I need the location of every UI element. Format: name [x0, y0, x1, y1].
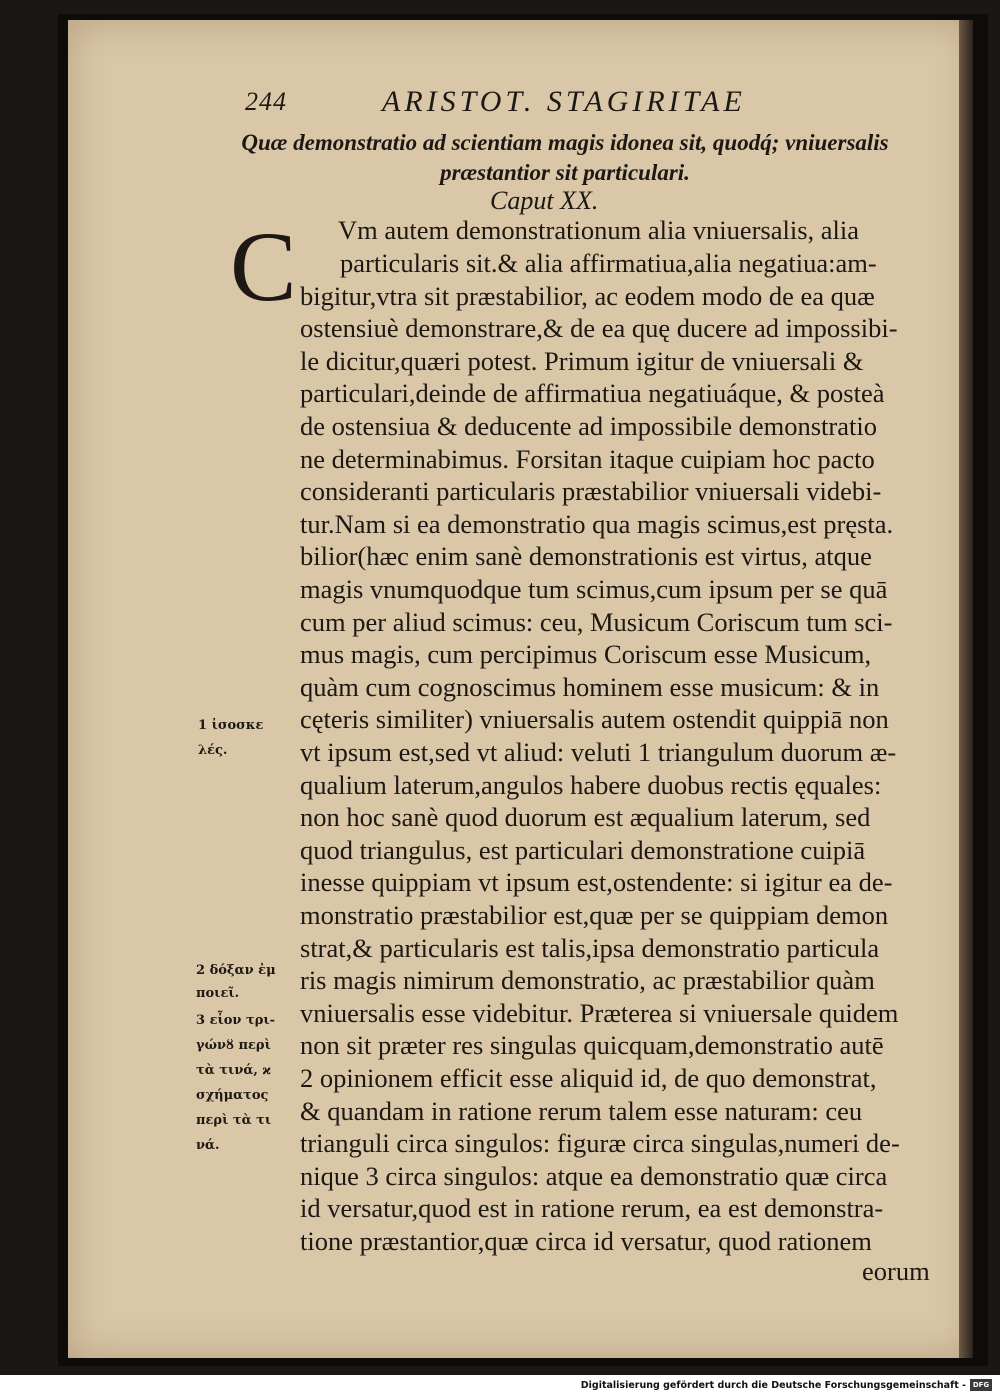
- text-line: 2 opinionem efficit esse aliquid id, de quo demonstrat,: [300, 1063, 877, 1093]
- footer-bar: [0, 1375, 1000, 1397]
- page-binding-shadow: [959, 20, 973, 1358]
- text-line: ris magis nimirum demonstratio, ac præstabilior quàm: [300, 965, 875, 995]
- margin-note: ποιεῖ.: [196, 986, 240, 1001]
- margin-note: 3 εἶον τρι-: [196, 1013, 276, 1028]
- text-line: particularis sit.& alia affirmatiua,alia negatiua:am-: [340, 248, 877, 278]
- text-line: Vm autem demonstrationum alia vniuersalis, alia: [338, 215, 860, 245]
- text-line: consideranti particularis præstabilior vniuersali videbi-: [300, 476, 882, 506]
- text-line: cęteris similiter) vniuersalis autem ostendit quippiā non: [300, 704, 889, 734]
- text-line: tione præstantior,quæ circa id versatur, quod rationem: [300, 1226, 872, 1256]
- margin-note: σχήματος: [196, 1088, 269, 1103]
- margin-note: τὰ τινά, ϰ: [196, 1063, 271, 1078]
- text-line: quàm cum cognoscimus hominem esse musicum: & in: [300, 672, 880, 702]
- page-number: 244: [245, 87, 287, 116]
- text-line: ne determinabimus. Forsitan itaque cuipiam hoc pacto: [300, 444, 875, 474]
- text-line: ostensiuè demonstrare,& de ea quę ducere ad impossibi-: [300, 313, 898, 343]
- text-line: non hoc sanè quod duorum est æqualium laterum, sed: [300, 802, 871, 832]
- margin-note: περὶ τὰ τι: [196, 1113, 272, 1128]
- text-line: bigitur,vtra sit præstabilior, ac eodem modo de ea quæ: [300, 281, 875, 311]
- running-title: ARISTOT. STAGIRITAE: [382, 85, 746, 118]
- text-line: mus magis, cum percipimus Coriscum esse Musicum,: [300, 639, 872, 669]
- text-line: tur.Nam si ea demonstratio qua magis scimus,est pręsta.: [300, 509, 894, 539]
- text-line: & quandam in ratione rerum talem esse naturam: ceu: [300, 1096, 863, 1126]
- text-line: particulari,deinde de affirmatiua negatiuáque, & posteà: [300, 378, 885, 408]
- text-line: de ostensiua & deducente ad impossibile demonstratio: [300, 411, 877, 441]
- funding-credit: Digitalisierung gefördert durch die Deutsche Forschungsgemeinschaft -: [580, 1380, 966, 1391]
- text-line: vt ipsum est,sed vt aliud: veluti 1 triangulum duorum æ-: [300, 737, 897, 767]
- text-line: nique 3 circa singulos: atque ea demonstratio quæ circa: [300, 1161, 888, 1191]
- text-line: vniuersalis esse videbitur. Præterea si vniuersale quidem: [300, 998, 899, 1028]
- dfg-logo: DFG: [970, 1379, 992, 1391]
- margin-note: 1 ἰσοσκε: [198, 718, 264, 733]
- text-line: trianguli circa singulos: figuræ circa singulas,numeri de-: [300, 1128, 900, 1158]
- margin-note: λές.: [198, 743, 228, 758]
- running-head: [245, 85, 805, 125]
- text-line: cum per aliud scimus: ceu, Musicum Coriscum tum sci-: [300, 607, 893, 637]
- text-line: quod triangulus, est particulari demonstratione cuipiā: [300, 835, 866, 865]
- catchword: eorum: [862, 1256, 930, 1286]
- text-line: bilior(hæc enim sanè demonstrationis est virtus, atque: [300, 541, 872, 571]
- drop-cap: C: [230, 211, 297, 322]
- text-line: le dicitur,quæri potest. Primum igitur de vniuersali &: [300, 346, 864, 376]
- margin-note: 2 δόξαν ἐμ: [196, 963, 276, 978]
- text-line: monstratio præstabilior est,quæ per se quippiam demon: [300, 900, 889, 930]
- margin-note: νά.: [196, 1138, 220, 1153]
- text-line: qualium laterum,angulos habere duobus rectis ęquales:: [300, 770, 882, 800]
- text-line: non sit præter res singulas quicquam,demonstratio autē: [300, 1030, 884, 1060]
- chapter-title: Quæ demonstratio ad scientiam magis idonea sit, quodq́; vniuersalis præstantior sit particulari.: [241, 130, 889, 185]
- text-line: inesse quippiam vt ipsum est,ostendente: si igitur ea de-: [300, 867, 893, 897]
- text-line: strat,& particularis est talis,ipsa demonstratio particula: [300, 933, 880, 963]
- chapter-number: Caput XX.: [490, 186, 599, 215]
- margin-note: γώνȣ περὶ: [196, 1038, 271, 1053]
- text-line: magis vnumquodque tum scimus,cum ipsum per se quā: [300, 574, 888, 604]
- text-line: id versatur,quod est in ratione rerum, ea est demonstra-: [300, 1193, 884, 1223]
